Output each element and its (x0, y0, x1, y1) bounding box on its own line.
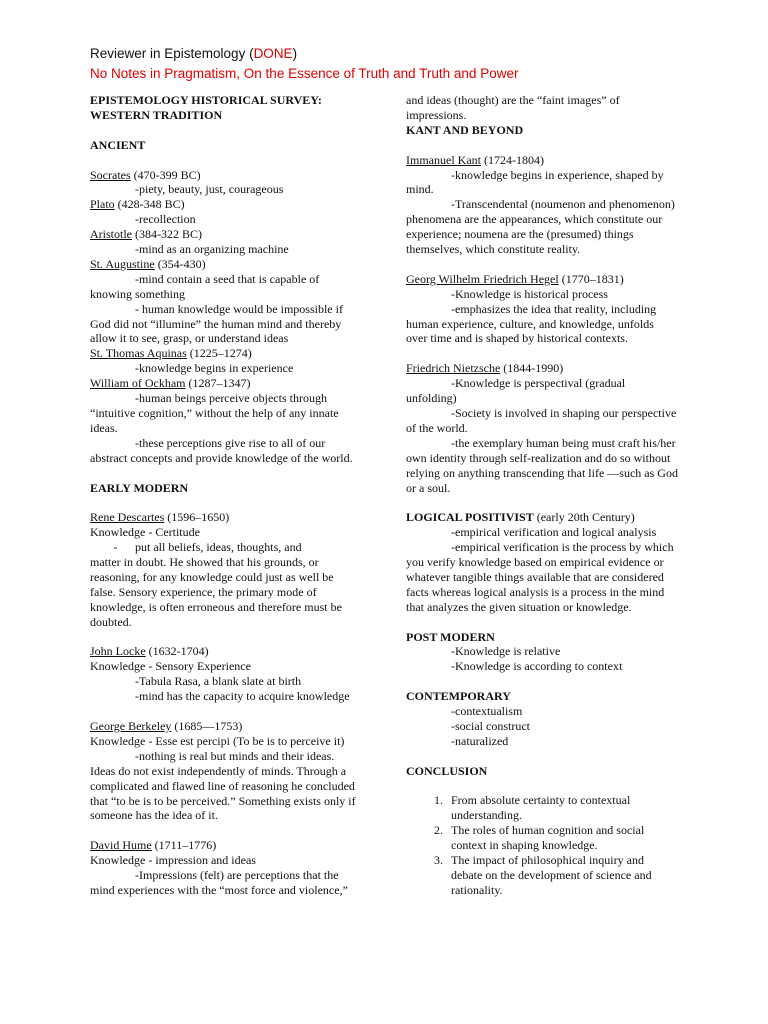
philosopher-name: William of Ockham (90, 376, 186, 391)
done-label: DONE (253, 46, 293, 61)
philosopher-name: Socrates (90, 167, 131, 182)
philosopher-name: Plato (90, 197, 115, 212)
locke-knowledge: Knowledge - Sensory Experience (90, 659, 251, 674)
philosopher-name: Aristotle (90, 227, 132, 242)
document-header (90, 44, 710, 84)
logpos-note-1: -empirical verification and logical analysis (451, 525, 657, 540)
nietzsche-note-3: -the exemplary human being must craft his/her own identity through self-realization and do so without relying on anything transcending that life —such as God or a soul. (406, 435, 678, 495)
philosopher-hegel (406, 272, 678, 287)
hume-note-continued: and ideas (thought) are the “faint images” of impressions. (406, 93, 620, 122)
nietzsche-note-2: -Society is involved in shaping our perspective of the world. (406, 405, 677, 435)
philosopher-dates: (428-348 BC) (114, 197, 185, 212)
list-item (406, 793, 678, 823)
kant-and-beyond-heading: KANT AND BEYOND (406, 122, 524, 137)
descartes-note: matter in doubt. He showed that his grounds, or reasoning, for any knowledge could just as well be false. Sensory experience, the primary mode of knowledge, is often erroneous and therefore must be doubted. (90, 555, 342, 629)
philosopher-dates: (1287–1347) (185, 376, 251, 391)
list-text: The roles of human cognition and social context in shaping knowledge. (451, 823, 645, 853)
early-modern-heading: EARLY MODERN (90, 480, 189, 495)
philosopher-kant (406, 153, 678, 168)
philosopher-hume (90, 838, 362, 853)
philosopher-dates: (1225–1274) (186, 346, 252, 361)
section-dates: (early 20th Century) (533, 510, 635, 525)
berkeley-note: -nothing is real but minds and their ideas. Ideas do not exist independently of minds. Through a complicated and flawed line of reasoning he concluded that “to be is to be perceived.” Something exists only if someone has the idea of it. (90, 748, 356, 823)
title-text: Reviewer in Epistemology ( (90, 46, 254, 61)
right-column (406, 93, 678, 898)
postmodern-note-2: -Knowledge is according to context (451, 659, 623, 674)
philosopher-dates: (1724-1804) (480, 152, 544, 167)
conclusion-list (406, 793, 678, 897)
logpos-note-2: -empirical verification is the process by which you verify knowledge based on empirical evidence or whatever tangible things available that are considered facts whereas logical analysis is a process in the mind that analyzes the given situation or knowledge. (406, 540, 674, 614)
philosopher-dates: (384-322 BC) (132, 227, 202, 242)
philosopher-name: Rene Descartes (90, 510, 165, 525)
hegel-note-1: -Knowledge is historical process (451, 286, 608, 301)
title-suffix: ) (292, 46, 298, 61)
philosopher-name: David Hume (90, 838, 152, 853)
philosopher-name: St. Thomas Aquinas (90, 346, 187, 361)
contemporary-note-2: -social construct (451, 718, 530, 733)
philosopher-name: Immanuel Kant (406, 152, 481, 167)
berkeley-knowledge: Knowledge - Esse est percipi (To be is to perceive it) (90, 733, 345, 748)
list-number: 2. (434, 823, 443, 838)
bullet-text: put all beliefs, ideas, thoughts, and (135, 540, 302, 555)
hume-knowledge: Knowledge - impression and ideas (90, 853, 256, 868)
descartes-bullet-item (90, 540, 362, 555)
philosopher-dates: (1844-1990) (500, 361, 564, 376)
philosopher-name: John Locke (90, 644, 146, 659)
ockham-note-2: -these perceptions give rise to all of our abstract concepts and provide knowledge of the world. (90, 435, 353, 465)
post-modern-heading: POST MODERN (406, 629, 495, 644)
main-heading-line-1: EPISTEMOLOGY HISTORICAL SURVEY: (90, 93, 322, 107)
locke-note-1: -Tabula Rasa, a blank slate at birth (135, 674, 302, 689)
philosopher-socrates (90, 168, 362, 183)
document-title (90, 44, 710, 64)
augustine-note-2: - human knowledge would be impossible if God did not “illumine” the human mind and thereby allow it to see, grasp, or understand ideas (90, 301, 343, 346)
philosopher-plato (90, 197, 362, 212)
philosopher-aquinas (90, 346, 362, 361)
plato-note: -recollection (135, 212, 196, 227)
logical-positivist-heading: LOGICAL POSITIVIST (406, 510, 534, 525)
list-text: The impact of philosophical inquiry and debate on the development of science and rationality. (451, 853, 652, 897)
socrates-note: -piety, beauty, just, courageous (135, 182, 284, 197)
philosopher-berkeley (90, 719, 362, 734)
main-heading-line-2: WESTERN TRADITION (90, 107, 223, 122)
philosopher-name: St. Augustine (90, 256, 155, 271)
conclusion-heading: CONCLUSION (406, 763, 488, 778)
nietzsche-note-1: -Knowledge is perspectival (gradual unfolding) (406, 376, 626, 406)
kant-note-1: -knowledge begins in experience, shaped by mind. (406, 167, 664, 197)
hegel-note-2: -emphasizes the idea that reality, including human experience, culture, and knowledge, unfolds over time and is shaped by historical contexts. (406, 301, 657, 346)
philosopher-locke (90, 644, 362, 659)
philosopher-dates: (1685—1753) (171, 718, 243, 733)
list-text: From absolute certainty to contextual understanding. (451, 793, 631, 823)
ancient-heading: ANCIENT (90, 137, 146, 152)
list-number: 1. (434, 793, 443, 808)
philosopher-dates: (1596–1650) (164, 510, 230, 525)
left-column (90, 93, 362, 898)
philosopher-dates: (1711–1776) (151, 838, 217, 853)
philosopher-dates: (1632-1704) (145, 644, 209, 659)
ockham-note-1: -human beings perceive objects through “intuitive cognition,” without the help of any innate ideas. (90, 391, 339, 435)
postmodern-note-1: -Knowledge is relative (451, 644, 561, 659)
philosopher-nietzsche (406, 361, 678, 376)
contemporary-heading: CONTEMPORARY (406, 689, 511, 704)
list-number: 3. (434, 853, 443, 868)
philosopher-name: Friedrich Nietzsche (406, 361, 501, 376)
philosopher-name: George Berkeley (90, 718, 172, 733)
philosopher-dates: (1770–1831) (558, 271, 624, 286)
kant-note-2: -Transcendental (noumenon and phenomenon) phenomena are the appearances, which constitute our experience; noumena are the (presumed) things themselves, which constitute reality. (406, 197, 675, 257)
philosopher-dates: (470-399 BC) (130, 167, 201, 182)
philosopher-descartes (90, 510, 362, 525)
list-item (406, 853, 678, 898)
philosopher-name: Georg Wilhelm Friedrich Hegel (406, 271, 559, 286)
aristotle-note: -mind as an organizing machine (135, 242, 289, 257)
philosopher-dates: (354-430) (154, 256, 206, 271)
document-note: No Notes in Pragmatism, On the Essence of Truth and Truth and Power (90, 66, 519, 81)
bullet-marker: - (113, 540, 118, 555)
aquinas-note: -knowledge begins in experience (135, 361, 294, 376)
logical-positivist-section (406, 510, 678, 525)
hume-note: -Impressions (felt) are perceptions that the mind experiences with the “most force and violence,” (90, 868, 348, 897)
descartes-knowledge: Knowledge - Certitude (90, 525, 200, 540)
contemporary-note-1: -contextualism (451, 704, 523, 719)
philosopher-ockham (90, 376, 362, 391)
philosopher-aristotle (90, 227, 362, 242)
philosopher-augustine (90, 257, 362, 272)
locke-note-2: -mind has the capacity to acquire knowledge (135, 689, 350, 704)
augustine-note-1: -mind contain a seed that is capable of knowing something (90, 271, 320, 301)
contemporary-note-3: -naturalized (451, 733, 509, 748)
list-item (406, 823, 678, 853)
